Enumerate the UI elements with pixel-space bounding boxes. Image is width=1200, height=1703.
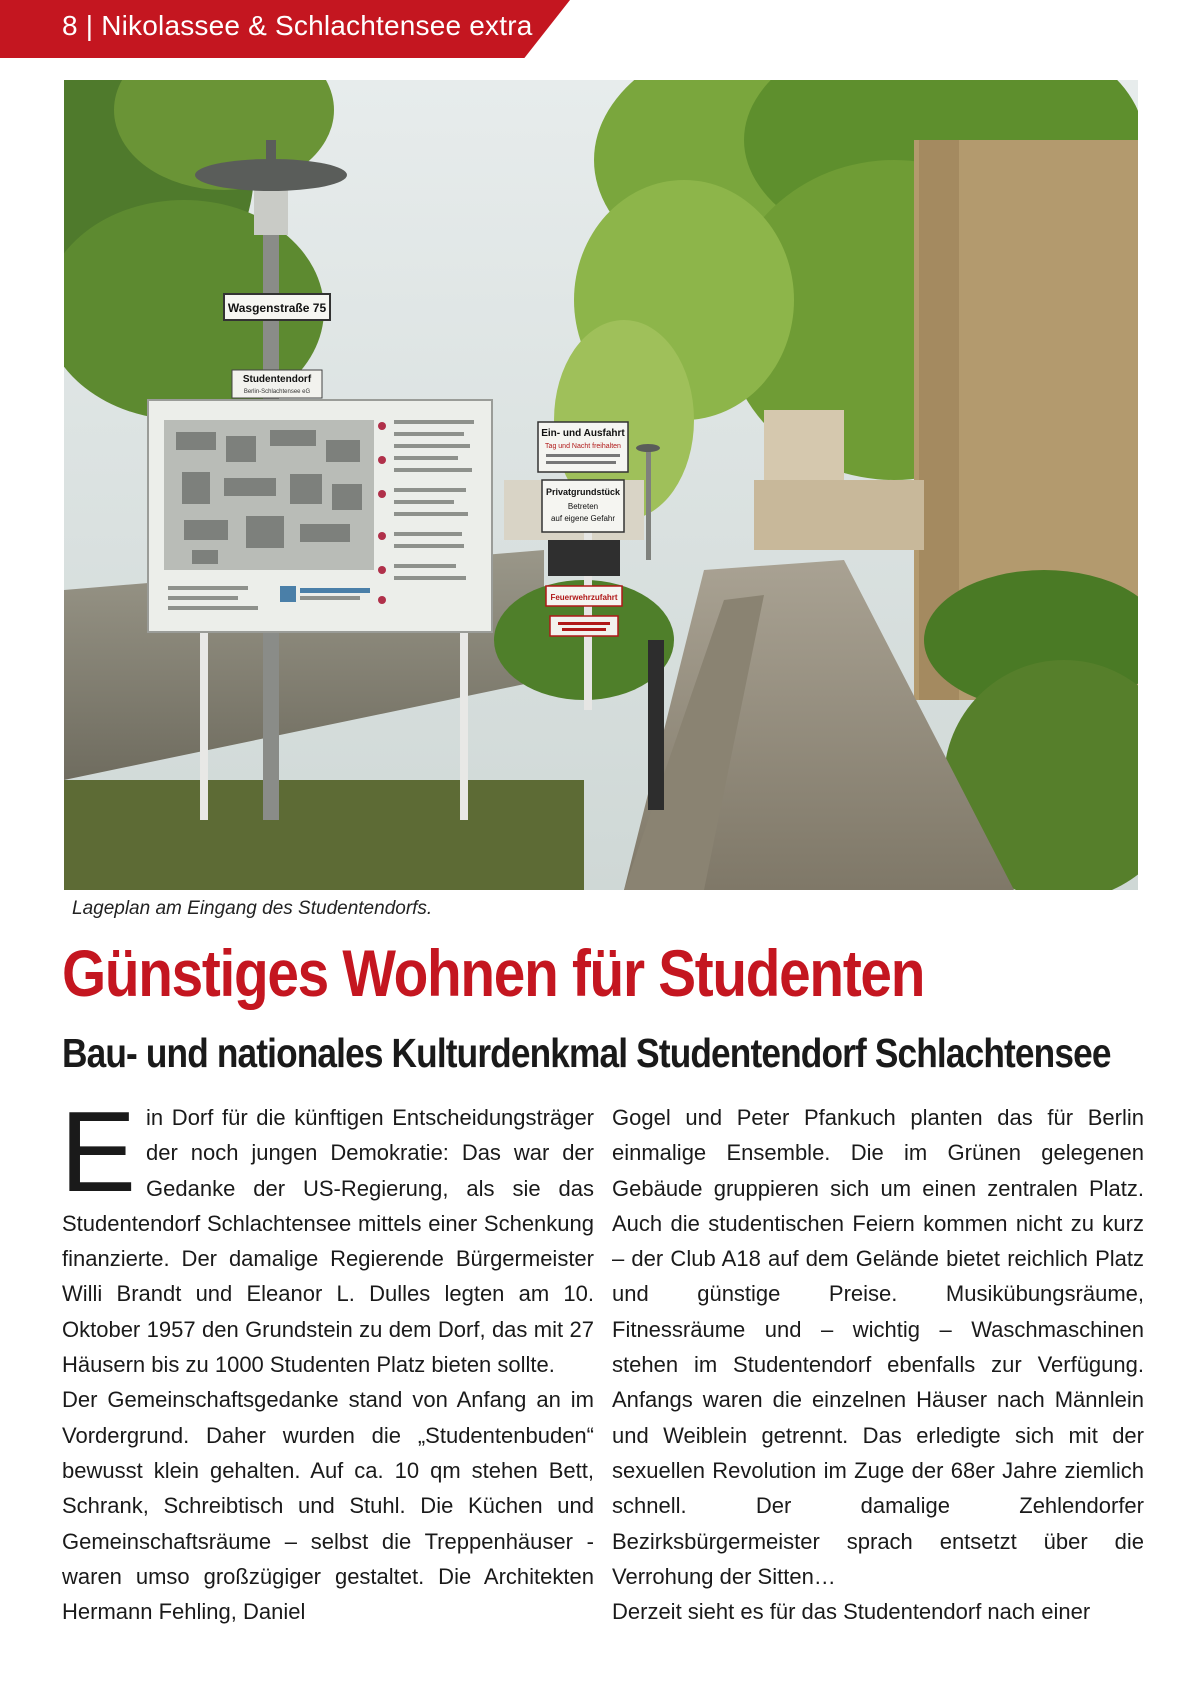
section-label: 8 | Nikolassee & Schlachtensee extra	[62, 10, 533, 41]
article-paragraph: Gogel und Peter Pfankuch planten das für Berlin einmalige Ensemble. Die im Grünen gelegenen Gebäude gruppieren sich um einen zentralen Platz. Auch die studentischen Feiern kommen nicht zu kurz – der Club A18 auf dem Gelände bietet reichlich Platz und günstige Preise. Musikübungsräume, Fitnessräume und – wichtig – Waschmaschinen stehen im Studentendorf ebenfalls zur Verfügung. Anfangs waren die einzelnen Häuser nach Männlein und Weiblein getrennt. Das erledigte sich mit der sexuellen Revolution im Zuge der 68er Jahre ziemlich schnell. Der damalige Zehlendorfer Bezirksbürgermeister sprach entsetzt über die Verrohung der Sitten…	[612, 1105, 1144, 1589]
photo-caption: Lageplan am Eingang des Studentendorfs.	[72, 898, 433, 919]
street-sign-text: Wasgenstraße 75	[227, 301, 327, 315]
article-column-right	[612, 1100, 1144, 1629]
article-paragraph: Der Gemeinschaftsgedanke stand von Anfang an im Vordergrund. Daher wurden die „Studentenbuden“ bewusst klein gehalten. Auf ca. 10 qm stehen Bett, Schrank, Schreibtisch und Stuhl. Die Küchen und Gemeinschaftsräume – selbst die Treppenhäuser - waren umso großzügiger gestaltet. Die Architekten Hermann Fehling, Daniel	[62, 1387, 594, 1625]
drop-cap: E	[60, 1089, 137, 1216]
article-paragraph: in Dorf für die künftigen Entscheidungsträger der noch jungen Demokratie: Das war der Gedanke der US-Regierung, als sie das Studentendorf Schlachtensee mittels einer Schenkung finanzierte. Der damalige Regierende Bürgermeister Willi Brandt und Eleanor L. Dulles legten am 10. Oktober 1957 den Grundstein zu dem Dorf, das mit 27 Häusern bis zu 1000 Studenten Platz bieten sollte.	[62, 1105, 594, 1378]
org-sign-line1: Studentendorf	[242, 374, 312, 385]
private-sign-line2: Betreten	[567, 502, 599, 511]
fire-sign-text: Feuerwehrzufahrt	[550, 593, 618, 602]
private-sign-line1: Privatgrundstück	[545, 487, 621, 497]
entry-sign-line2: Tag und Nacht freihalten	[545, 443, 621, 450]
private-sign-line3: auf eigene Gefahr	[550, 514, 616, 523]
entry-sign-line1: Ein- und Ausfahrt	[541, 428, 625, 439]
article-headline: Günstiges Wohnen für Studenten	[62, 936, 925, 1010]
article-subheadline: Bau- und nationales Kulturdenkmal Studentendorf Schlachtensee	[62, 1030, 1111, 1076]
article-photo	[64, 80, 1138, 890]
article-column-left	[60, 1089, 594, 1629]
article-paragraph: Derzeit sieht es für das Studentendorf nach einer	[612, 1599, 1091, 1625]
org-sign-line2: Berlin-Schlachtensee eG	[243, 389, 311, 395]
